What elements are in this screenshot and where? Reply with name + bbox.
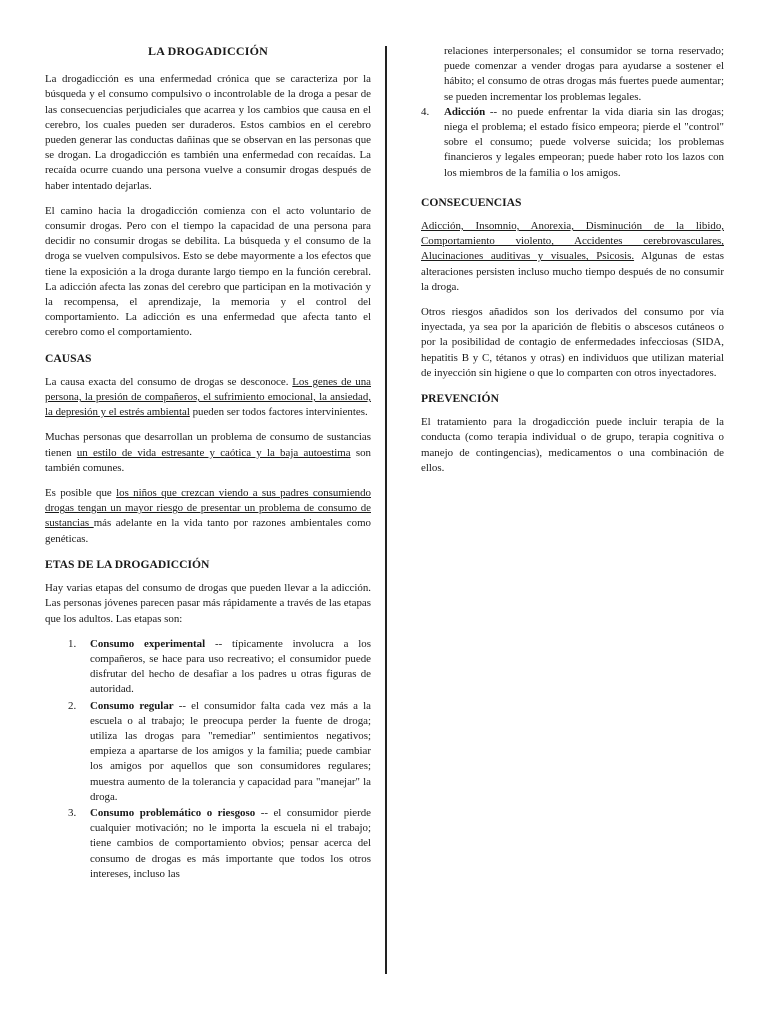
stages-list-continued bbox=[421, 105, 724, 181]
stage-term: Consumo problemático o riesgoso bbox=[90, 806, 256, 819]
consecuencias-paragraph-2: Otros riesgos añadidos son los derivados del consumo por vía inyectada, ya sea por la aparición de flebitis o abscesos cutáneos o por la posibilidad de contagio de enfermedades infecciosas (SIDA, hepatitis B y C, tétanos y otras) en individuos que utilizan material de inyección sin higiene o que lo comparten con otros inyectadores. bbox=[421, 306, 724, 379]
causas-paragraph-2: Muchas personas que desarrollan un problema de consumo de sustancias tienen un estilo de vida estresante y caótica y la baja autoestima son también comunes. bbox=[45, 431, 371, 474]
causas-paragraph-1: La causa exacta del consumo de drogas se desconoce. Los genes de una persona, la presión de compañeros, el sufrimiento emocional, la ansiedad, la depresión y el estrés ambiental pueden ser todos factores intervinientes. bbox=[45, 375, 371, 419]
stage-3-continuation: relaciones interpersonales; el consumidor se torna reservado; puede comenzar a vender drogas para ayudarse a sostener el hábito; el consumo de otras drogas más fuertes puede aumentar; se pueden incrementar los problemas legales. bbox=[444, 45, 724, 103]
list-item: 3. Consumo problemático o riesgoso -- el consumidor pierde cualquier motivación; no le importa la escuela ni el trabajo; tiene cambios de comportamiento obvios; pensar acerca del consumo de drogas es más importante que todos los otros intereses, incluso las bbox=[68, 806, 371, 880]
consecuencias-heading: CONSECUENCIAS bbox=[421, 195, 522, 209]
underlined-consequences: Adicción, Insomnio, Anorexia, Disminución de la libido, Comportamiento violento, Accidentes cerebrovasculares, Alucinaciones auditivas y visuales, Psicosis. bbox=[421, 220, 724, 263]
etapas-intro: Hay varias etapas del consumo de drogas que pueden llevar a la adicción. Las personas jóvenes parecen pasar más rápidamente a través de las etapas que los adultos. Las etapas son: bbox=[45, 582, 371, 625]
causas-heading: CAUSAS bbox=[45, 351, 92, 365]
prevencion-heading: PREVENCIÓN bbox=[421, 392, 499, 406]
consecuencias-paragraph-1: Adicción, Insomnio, Anorexia, Disminución de la libido, Comportamiento violento, Accidentes cerebrovasculares, Alucinaciones auditivas y visuales, Psicosis. Algunas de estas alteraciones persisten incluso mucho tiempo después de no consumir la droga. bbox=[421, 220, 724, 293]
intro-paragraph-1: La drogadicción es una enfermedad crónica que se caracteriza por la búsqueda y el consumo compulsivo o incontrolable de la droga a pesar de las consecuencias perjudiciales que acarrea y los cambios que causa en el cerebro, los cuales pueden ser duraderos. Estos cambios en el cerebro pueden generar las conductas dañinas que se observan en las personas que se drogan. La drogadicción es también una enfermedad con recaídas. La recaída ocurre cuando una persona vuelve a consumir drogas después de haber intentado dejarlas. bbox=[45, 73, 371, 192]
etapas-heading: ETAS DE LA DROGADICCIÓN bbox=[45, 557, 210, 571]
stage-term: Adicción bbox=[444, 105, 486, 118]
stages-list bbox=[45, 637, 371, 882]
underlined-children-risk: los niños que crezcan viendo a sus padres consumiendo drogas tengan un mayor riesgo de presentar un problema de consumo de sustancias bbox=[45, 487, 372, 530]
underlined-lifestyle: un estilo de vida estresante y caótica y la baja autoestima bbox=[76, 446, 351, 459]
list-item: 4. Adicción -- no puede enfrentar la vida diaria sin las drogas; niega el problema; el estado físico empeora; pierde el "control" sobre el consumo; puede volverse suicida; los problemas financieros y legales empeoran; puede haber roto los lazos con los miembros de la familia o los amigos. bbox=[421, 105, 724, 179]
underlined-factors: Los genes de una persona, la presión de compañeros, el sufrimiento emocional, la ansiedad, la depresión y el estrés ambiental bbox=[45, 375, 371, 419]
stage-term: Consumo experimental bbox=[90, 637, 206, 650]
list-item: 1. Consumo experimental -- típicamente involucra a los compañeros, se hace para uso recreativo; el consumidor puede disfrutar del hecho de desafiar a los padres u otras figuras de autoridad. bbox=[68, 637, 371, 696]
causas-paragraph-3: Es posible que los niños que crezcan viendo a sus padres consumiendo drogas tengan un mayor riesgo de presentar un problema de consumo de sustancias más adelante en la vida tanto por razones ambientales como genéticas. bbox=[45, 487, 372, 545]
stage-term: Consumo regular bbox=[90, 699, 174, 712]
right-column bbox=[421, 44, 724, 486]
prevencion-paragraph: El tratamiento para la drogadicción puede incluir terapia de la conducta (como terapia individual o de grupo, terapia cognitiva o manejo de contingencias), medicamentos o una combinación de ellos. bbox=[421, 416, 724, 474]
list-item: 2. Consumo regular -- el consumidor falta cada vez más a la escuela o al trabajo; le preocupa perder la fuente de droga; utiliza las drogas para "remediar" sentimientos negativos; empieza a apartarse de los amigos y la familia; puede cambiar los amigos por aquellos que son consumidores regulares; muestra aumento de la tolerancia y capacidad para "manejar" la droga. bbox=[68, 699, 371, 803]
page-title: LA DROGADICCIÓN bbox=[147, 44, 268, 58]
column-divider bbox=[385, 46, 387, 974]
left-column bbox=[45, 44, 371, 888]
intro-paragraph-2: El camino hacia la drogadicción comienza con el acto voluntario de consumir drogas. Pero con el tiempo la capacidad de una persona para decidir no consumir drogas se debilita. La búsqueda y el consumo de la droga se vuelven compulsivos. Esto se debe mayormente a los efectos que tiene la exposición a la droga durante largo tiempo en la función cerebral. La adicción afecta las zonas del cerebro que participan en la motivación y la recompensa, el aprendizaje, la memoria y el control del comportamiento. La adicción es una enfermedad que afecta tanto el cerebro como el comportamiento. bbox=[45, 204, 371, 339]
